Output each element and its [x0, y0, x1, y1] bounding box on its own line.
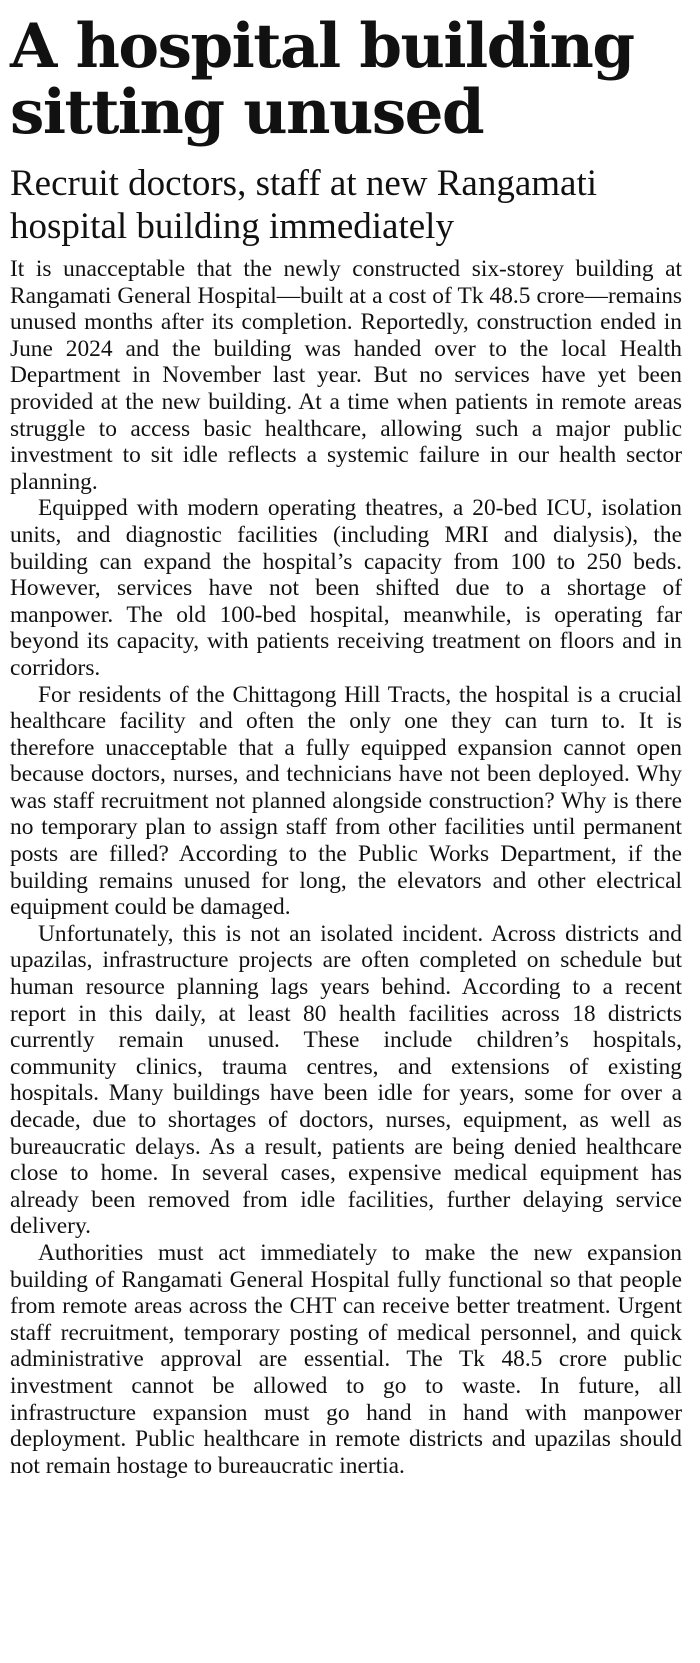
- article-body: [10, 256, 682, 1479]
- body-paragraph-5: Authorities must act immediately to make the new expansion building of Rangamati General Hospital fully functional so that people from remote areas across the CHT can receive better treatment. Urgent staff recruitment, temporary posting of medical personnel, and quick administrative approval are essential. The Tk 48.5 crore public investment cannot be allowed to go to waste. In future, all infrastructure expansion must go hand in hand with manpower deployment. Public healthcare in remote districts and upazilas should not remain hostage to bureaucratic inertia.: [10, 1239, 682, 1479]
- subheadline: [10, 162, 682, 248]
- body-paragraph-2: Equipped with modern operating theatres, a 20-bed ICU, isolation units, and diagnostic facilities (including MRI and dialysis), the building can expand the hospital’s capacity from 100 to 250 beds. However, services have not been shifted due to a shortage of manpower. The old 100-bed hospital, meanwhile, is operating far beyond its capacity, with patients receiving treatment on floors and in corridors.: [10, 495, 682, 681]
- subheadline-line-2: hospital building immediately: [10, 206, 454, 247]
- body-paragraph-4: Unfortunately, this is not an isolated incident. Across districts and upazilas, infrastructure projects are often completed on schedule but human resource planning lags years behind. According to a recent report in this daily, at least 80 health facilities across 18 districts currently remain unused. These include children’s hospitals, community clinics, trauma centres, and extensions of existing hospitals. Many buildings have been idle for years, some for over a decade, due to shortages of doctors, nurses, equipment, as well as bureaucratic delays. As a result, patients are being denied healthcare close to home. In several cases, expensive medical equipment has already been removed from idle facilities, further delaying service delivery.: [10, 920, 682, 1240]
- headline-line-1: A hospital building: [10, 11, 634, 82]
- subheadline-line-1: Recruit doctors, staff at new Rangamati: [10, 163, 598, 204]
- headline-line-2: sitting unused: [10, 77, 484, 148]
- body-paragraph-1: It is unacceptable that the newly constructed six-storey building at Rangamati General Hospital—built at a cost of Tk 48.5 crore—remains unused months after its completion. Reportedly, construction ended in June 2024 and the building was handed over to the local Health Department in November last year. But no services have yet been provided at the new building. At a time when patients in remote areas struggle to access basic healthcare, allowing such a major public investment to sit idle reflects a systemic failure in our health sector planning.: [10, 256, 682, 495]
- headline: [10, 11, 682, 148]
- body-paragraph-3: For residents of the Chittagong Hill Tracts, the hospital is a crucial healthcare facility and often the only one they can turn to. It is therefore unacceptable that a fully equipped expansion cannot open because doctors, nurses, and technicians have not been deployed. Why was staff recruitment not planned alongside construction? Why is there no temporary plan to assign staff from other facilities until permanent posts are filled? According to the Public Works Department, if the building remains unused for long, the elevators and other electrical equipment could be damaged.: [10, 681, 682, 921]
